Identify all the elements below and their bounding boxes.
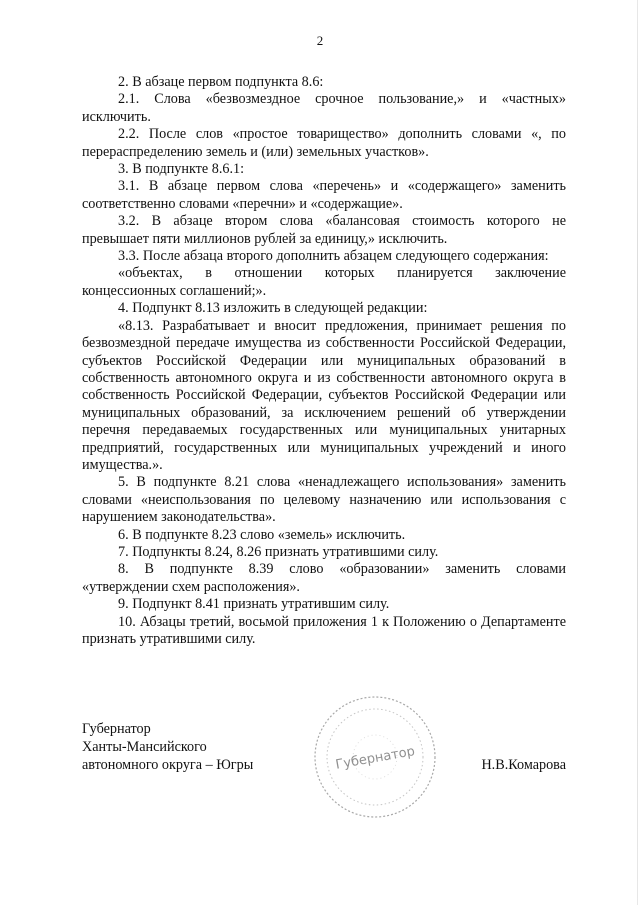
- paragraph: 2.1. Слова «безвозмездное срочное пользование,» и «частных» исключить.: [82, 91, 566, 125]
- paragraph: 2.2. После слов «простое товарищество» дополнить словами «, по перераспределению земель и (или) земельных участков».: [82, 126, 566, 160]
- official-stamp: [310, 692, 440, 822]
- stamp-text: Губернатор: [334, 744, 417, 773]
- paragraph: 4. Подпункт 8.13 изложить в следующей редакции:: [118, 300, 428, 317]
- paragraph: 5. В подпункте 8.21 слова «ненадлежащего использования» заменить словами «неиспользования по целевому назначению или использования с нарушением законодательства».: [82, 474, 566, 526]
- document-body: [82, 74, 566, 648]
- paragraph: 8. В подпункте 8.39 слово «образовании» заменить словами «утверждении схем расположения».: [82, 561, 566, 595]
- position-line: Ханты-Мансийского: [82, 739, 207, 755]
- paragraph: 3.2. В абзаце втором слова «балансовая стоимость которого не превышает пяти миллионов рублей за единицу,» исключить.: [82, 213, 566, 247]
- paragraph: 3.3. После абзаца второго дополнить абзацем следующего содержания:: [118, 248, 549, 265]
- paragraph: 2. В абзаце первом подпункта 8.6:: [118, 74, 324, 90]
- position-line: Губернатор: [82, 721, 151, 737]
- paragraph: «объектах, в отношении которых планируется заключение концессионных соглашений;».: [82, 265, 566, 299]
- page-number: 2: [316, 33, 324, 48]
- signatory-name: Н.В.Комарова: [481, 757, 566, 773]
- paragraph: 9. Подпункт 8.41 признать утратившим силу.: [118, 596, 390, 613]
- position-line: автономного округа – Югры: [82, 757, 254, 773]
- paragraph: 7. Подпункты 8.24, 8.26 признать утратившими силу.: [118, 543, 439, 560]
- paragraph: 3.1. В абзаце первом слова «перечень» и «содержащего» заменить соответственно словами «перечни» и «содержащие».: [82, 178, 566, 212]
- paragraph: «8.13. Разрабатывает и вносит предложения, принимает решения по безвозмездной передаче имущества из собственности Российской Федерации, субъектов Российской Федерации или муниципальных образований в собственность автономного округа и из собственности автономного округа в собственность Российской Федерации, субъектов Российской Федерации или муниципальных образований, за исключением решений об утверждении перечня передаваемых государственных или муниципальных унитарных предприятий, государственных или муниципальных учреждений и иного имущества.».: [82, 317, 566, 473]
- paragraph: 6. В подпункте 8.23 слово «земель» исключить.: [118, 526, 406, 543]
- signatory-position: [82, 720, 253, 774]
- paragraph: 3. В подпункте 8.6.1:: [118, 161, 245, 178]
- page-edge: [637, 0, 638, 905]
- paragraph: 10. Абзацы третий, восьмой приложения 1 к Положению о Департаменте признать утратившими силу.: [82, 613, 566, 647]
- signature-block: [82, 720, 566, 830]
